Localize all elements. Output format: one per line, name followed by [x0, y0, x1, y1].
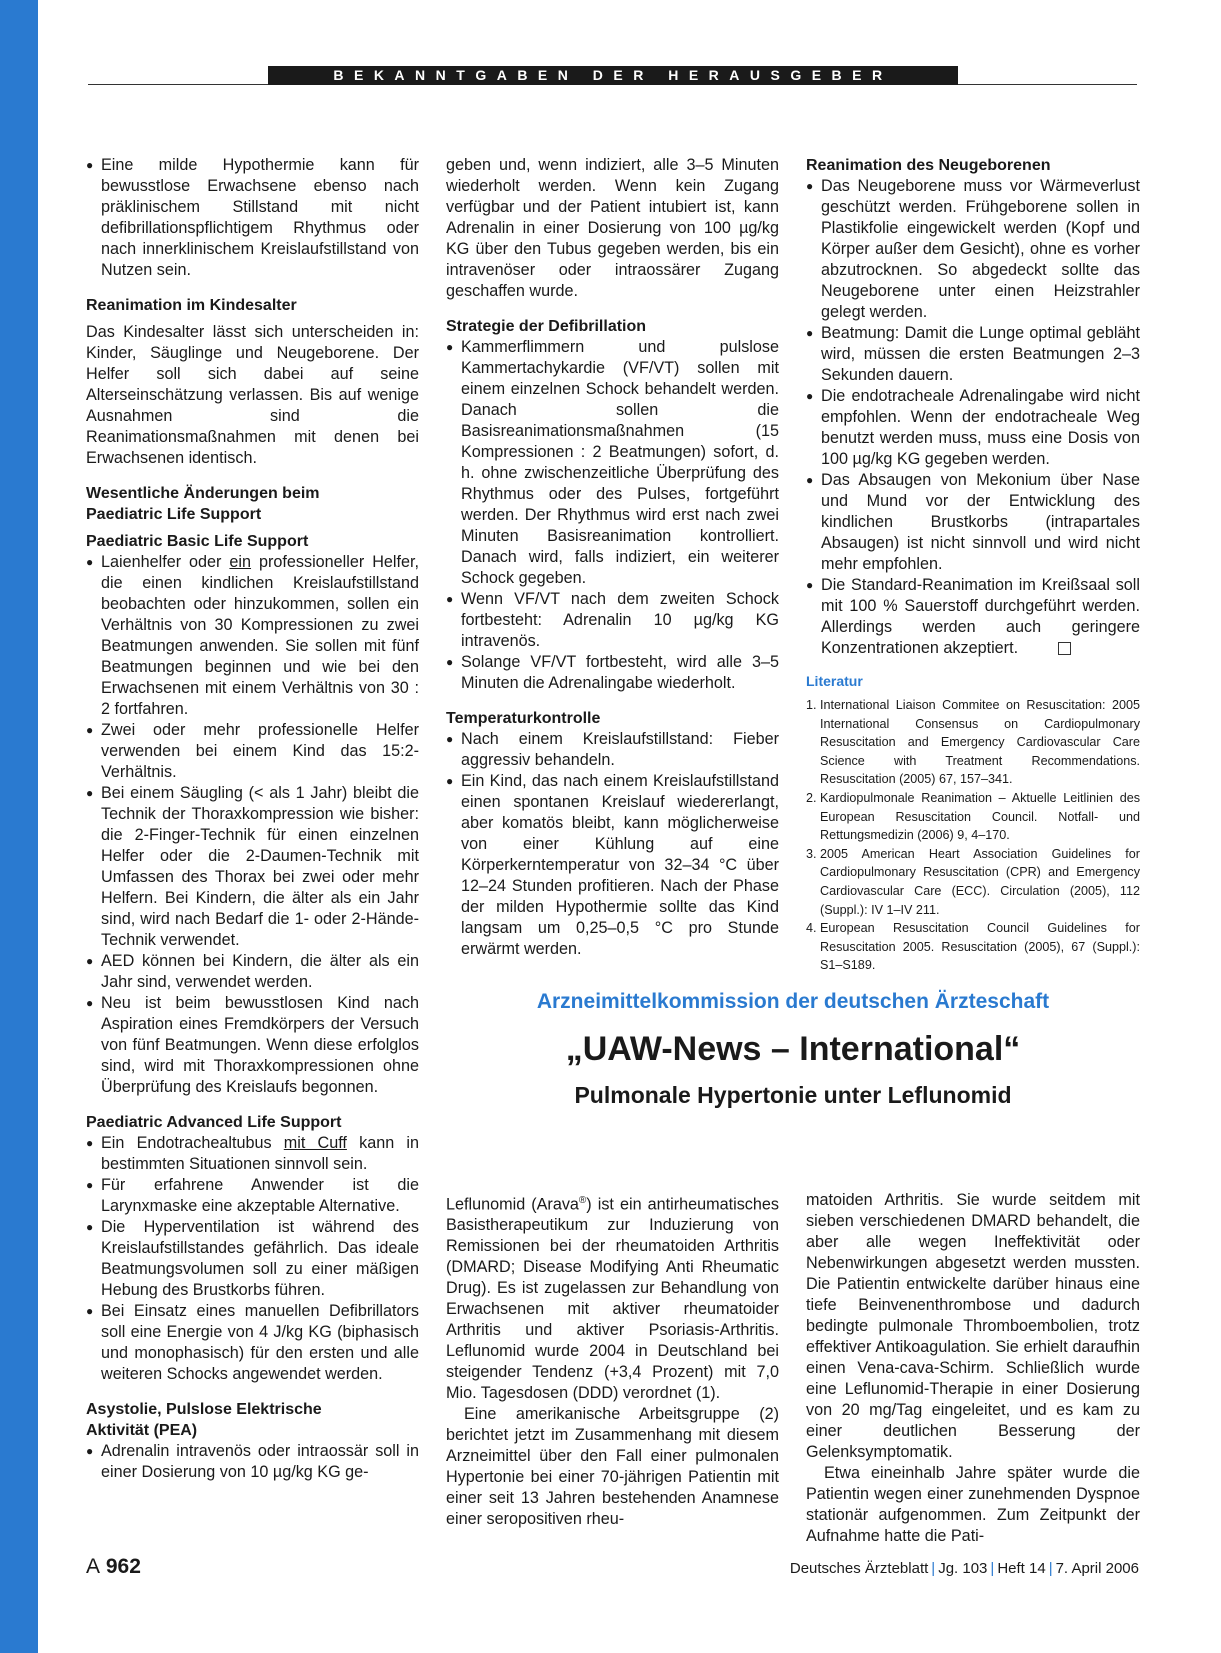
- article-title: „UAW-News – International“: [565, 1030, 1021, 1068]
- heading-temperaturkontrolle: Temperaturkontrolle: [446, 710, 601, 727]
- pbls-bullet-2: ● Zwei oder mehr professionelle Helfer verwenden bei einem Kind das 15:2-Verhältnis.: [86, 720, 419, 783]
- defi-bullet-3: ● Solange VF/VT fortbesteht, wird alle 3–5 Minuten die Adrenalingabe wiederholt.: [446, 652, 779, 694]
- article-subtitle: Pulmonale Hypertonie unter Leflunomid: [574, 1082, 1012, 1108]
- neugeb-bullet-3: ● Die endotracheale Adrenalingabe wird nicht empfohlen. Wenn der endotracheale Weg benutzt werden muss, muss eine Dosis von 100 µg/kg KG gegeben werden.: [806, 386, 1140, 470]
- paragraph-kindesalter: Das Kindesalter lässt sich unterscheiden in: Kinder, Säuglinge und Neugeborene. Der Helfer soll sich dabei auf seine Alterseinschätzung verlassen. Bis auf wenige Ausnahmen sind die Reanimationsmaßnahmen mit denen bei Erwachsenen identisch.: [86, 323, 419, 467]
- bullet-hypothermie: ● Eine milde Hypothermie kann für bewusstlose Erwachsene ebenso nach präklinischem Stillstand mit nicht defibrillationspflichtigem Rhythmus oder nach innerklinischem Kreislaufstillstand von Nutzen sein.: [86, 155, 419, 281]
- article-column-2: [806, 1190, 1140, 1547]
- column-2: [446, 155, 779, 960]
- article-paragraph-3: matoiden Arthritis. Sie wurde seitdem mit sieben verschiedenen DMARD behandelt, die aber alle wegen Ineffektivität oder Nebenwirkungen abgesetzt werden mussten. Die Patientin entwickelte darüber hinaus eine tiefe Beinvenenthrombose und dadurch bedingte pulmonale Thromboembolien, trotz effektiver Antikoagulation. Sie erhielt daraufhin einen Vena-cava-Schirm. Schließlich wurde eine Leflunomid-Therapie in einer Dosierung von 20 mg/Tag eingeleitet, und es kam zu einer deutlichen Besserung der Gelenksymptomatik.: [806, 1191, 1140, 1461]
- reference-list: [806, 696, 1140, 975]
- literature-heading: Literatur: [806, 673, 863, 689]
- heading-aenderungen-line1: Wesentliche Änderungen beim: [86, 485, 320, 502]
- reference-item: 4. European Resuscitation Council Guidelines for Resuscitation 2005. Resuscitation (2005), 67 (Suppl.): S1–S189.: [806, 921, 1140, 973]
- heading-aenderungen-line2: Paediatric Life Support: [86, 506, 262, 523]
- pals-bullet-3: ● Die Hyperventilation ist während des Kreislaufstillstandes gefährlich. Das ideale Beatmungsvolumen soll zu einer mäßigen Hebung des Brustkorbs führen.: [86, 1217, 419, 1301]
- article-paragraph-4: Etwa eineinhalb Jahre später wurde die Patientin wegen einer zunehmenden Dyspnoe stationär aufgenommen. Zum Zeitpunkt der Aufnahme hatte die Pati-: [806, 1464, 1140, 1545]
- pals-bullet-2: ● Für erfahrene Anwender ist die Larynxmaske eine akzeptable Alternative.: [86, 1175, 419, 1217]
- pals-bullet-1: ● Ein Endotrachealtubus mit Cuff kann in bestimmten Situationen sinnvoll sein.: [86, 1133, 419, 1175]
- heading-defibrillation: Strategie der Defibrillation: [446, 318, 647, 335]
- journal-issue: Heft 14: [997, 1560, 1046, 1577]
- journal-footer: Deutsches Ärzteblatt | Jg. 103 | Heft 14 | 7. April 2006: [789, 1560, 1139, 1577]
- defi-bullet-2: ● Wenn VF/VT nach dem zweiten Schock fortbesteht: Adrenalin 10 µg/kg KG intravenös.: [446, 589, 779, 652]
- reference-item: 2. Kardiopulmonale Reanimation – Aktuelle Leitlinien des European Resuscitation Council. Notfall- und Rettungsmedizin (2006) 9, 4–170.: [806, 790, 1140, 843]
- reference-item: 1. International Liaison Commitee on Resuscitation: 2005 International Consensus on Cardiopulmonary Resuscitation and Emergency Cardiovascular Care Science with Treatment Recommendations. Resuscitation (2005) 67, 157–341.: [806, 698, 1140, 787]
- section-header-band: BEKANNTGABEN DER HERAUSGEBER: [268, 66, 958, 85]
- pbls-bullet-5: ● Neu ist beim bewusstlosen Kind nach Aspiration eines Fremdkörpers der Versuch von fünf Beatmungen. Wenn diese erfolglos sind, wird mit Thoraxkompressionen ohne Überprüfung des Kreislaufs begonnen.: [86, 993, 419, 1098]
- temp-bullet-1: ● Nach einem Kreislaufstillstand: Fieber aggressiv behandeln.: [446, 729, 779, 771]
- section-organization: Arzneimittelkommission der deutschen Ärzteschaft: [536, 990, 1050, 1013]
- neugeb-bullet-1: ● Das Neugeborene muss vor Wärmeverlust geschützt werden. Frühgeborene sollen in Plastikfolie eingewickelt werden (Kopf und Körper außer dem Gesicht), ohne es vorher abzutrocknen. So abgedeckt sollte das Neugeborene unter einen Heizstrahler gelegt werden.: [806, 176, 1140, 323]
- column-3: [806, 155, 1140, 975]
- heading-neugeborene: Reanimation des Neugeborenen: [806, 157, 1051, 174]
- neugeb-bullet-2: ● Beatmung: Damit die Lunge optimal gebläht wird, müssen die ersten Beatmungen 2–3 Sekunden dauern.: [806, 323, 1140, 386]
- heading-pals: Paediatric Advanced Life Support: [86, 1114, 342, 1131]
- pbls-bullet-1: ● Laienhelfer oder ein professioneller Helfer, die einen kindlichen Kreislaufstillstand beobachten oder hinzukommen, sollen ein Verhältnis von 30 Kompressionen zu zwei Beatmungen anwenden. Sie sollen mit fünf Beatmungen beginnen und wie bei den Erwachsenen mit einem Verhältnis von 30 : 2 fortfahren.: [86, 552, 419, 720]
- defi-bullet-1: ● Kammerflimmern und pulslose Kammertachykardie (VF/VT) sollen mit einem einzelnen Schock behandelt werden. Danach sollen die Basisreanimationsmaßnahmen (15 Kompressionen : 2 Beatmungen) sofort, d. h. ohne zwischenzeitliche Überprüfung des Rhythmus oder des Pulses, fortgeführt werden. Der Rhythmus wird erst nach zwei Minuten Basisreanimation kontrolliert. Danach wird, falls indiziert, ein weiterer Schock gegeben.: [446, 337, 779, 589]
- article-paragraph-1: Leflunomid (Arava®) ist ein antirheumatisches Basistherapeutikum zur Induzierung von Remissionen bei der rheumatoiden Arthritis (DMARD; Disease Modifying Anti Rheumatic Drug). Es ist zugelassen zur Behandlung von Erwachsenen mit aktiver rheumatoider Arthritis und aktiver Psoriasis-Arthritis. Leflunomid wurde 2004 in Deutschland bei steigender Tendenz (+3,4 Prozent) mit 7,0 Mio. Tagesdosen (DDD) verordnet (1).: [446, 1195, 779, 1403]
- pals-bullet-4: ● Bei Einsatz eines manuellen Defibrillators soll eine Energie von 4 J/kg KG (biphasisch und monophasisch) für den ersten und alle weiteren Schocks angewendet werden.: [86, 1301, 419, 1385]
- journal-date: 7. April 2006: [1055, 1560, 1139, 1577]
- journal-name: Deutsches Ärzteblatt: [789, 1560, 929, 1577]
- heading-pbls: Paediatric Basic Life Support: [86, 533, 309, 550]
- article-paragraph-2: Eine amerikanische Arbeitsgruppe (2) berichtet jetzt im Zusammenhang mit diesem Arzneimittel über den Fall einer pulmonalen Hypertonie bei einer 70-jährigen Patientin mit einer seit 13 Jahren bestehenden Anamnese einer seropositiven rheu-: [446, 1405, 779, 1529]
- heading-asystolie-line1: Asystolie, Pulslose Elektrische: [86, 1401, 322, 1418]
- heading-kindesalter: Reanimation im Kindesalter: [86, 297, 297, 314]
- article-column-1: [446, 1190, 779, 1530]
- pbls-bullet-4: ● AED können bei Kindern, die älter als ein Jahr sind, verwendet werden.: [86, 951, 419, 993]
- asystolie-bullet-1: ● Adrenalin intravenös oder intraossär soll in einer Dosierung von 10 µg/kg KG ge-: [86, 1441, 419, 1483]
- left-color-bar: [0, 0, 38, 1653]
- paragraph-continuation: geben und, wenn indiziert, alle 3–5 Minuten wiederholt werden. Wenn kein Zugang verfügbar und der Patient intubiert ist, kann Adrenalin in einer Dosierung von 100 µg/kg KG über den Tubus gegeben werden, bis ein intravenöser oder intraossärer Zugang geschaffen wurde.: [446, 156, 779, 300]
- neugeb-bullet-4: ● Das Absaugen von Mekonium über Nase und Mund vor der Entwicklung des kindlichen Brustkorbs (intrapartales Absaugen) ist nicht sinnvoll und wird nicht mehr empfohlen.: [806, 470, 1140, 575]
- pbls-bullet-3: ● Bei einem Säugling (< als 1 Jahr) bleibt die Technik der Thoraxkompression wie bisher: die 2-Finger-Technik für einen einzelnen Helfer oder die 2-Daumen-Technik mit Umfassen des Thorax bei zwei oder mehr Helfern. Bei Kindern, die älter als ein Jahr sind, wird nach Bedarf die 1- oder 2-Hände-Technik verwendet.: [86, 783, 419, 951]
- page-number: A 962: [86, 1555, 141, 1578]
- neugeb-bullet-5: ● Die Standard-Reanimation im Kreißsaal soll mit 100 % Sauerstoff durchgeführt werden. Allerdings werden auch geringere Konzentrationen akzeptiert.: [806, 575, 1140, 659]
- end-of-article-icon: [1058, 642, 1071, 655]
- reference-item: 3. 2005 American Heart Association Guidelines for Cardiopulmonary Resuscitation (CPR) and Emergency Cardiovascular Care (ECC). Circulation (2005), 112 (Suppl.): IV 1–IV 211.: [806, 846, 1140, 917]
- journal-volume: Jg. 103: [938, 1560, 988, 1577]
- temp-bullet-2: ● Ein Kind, das nach einem Kreislaufstillstand einen spontanen Kreislauf wiedererlangt, aber komatös bleibt, kann möglicherweise von einer Kühlung auf eine Körperkerntemperatur von 32–34 °C über 12–24 Stunden profitieren. Nach der Phase der milden Hypothermie sollte das Kind langsam um 0,25–0,5 °C pro Stunde erwärmt werden.: [446, 771, 779, 960]
- heading-asystolie-line2: Aktivität (PEA): [86, 1422, 198, 1439]
- column-1: [86, 155, 419, 1483]
